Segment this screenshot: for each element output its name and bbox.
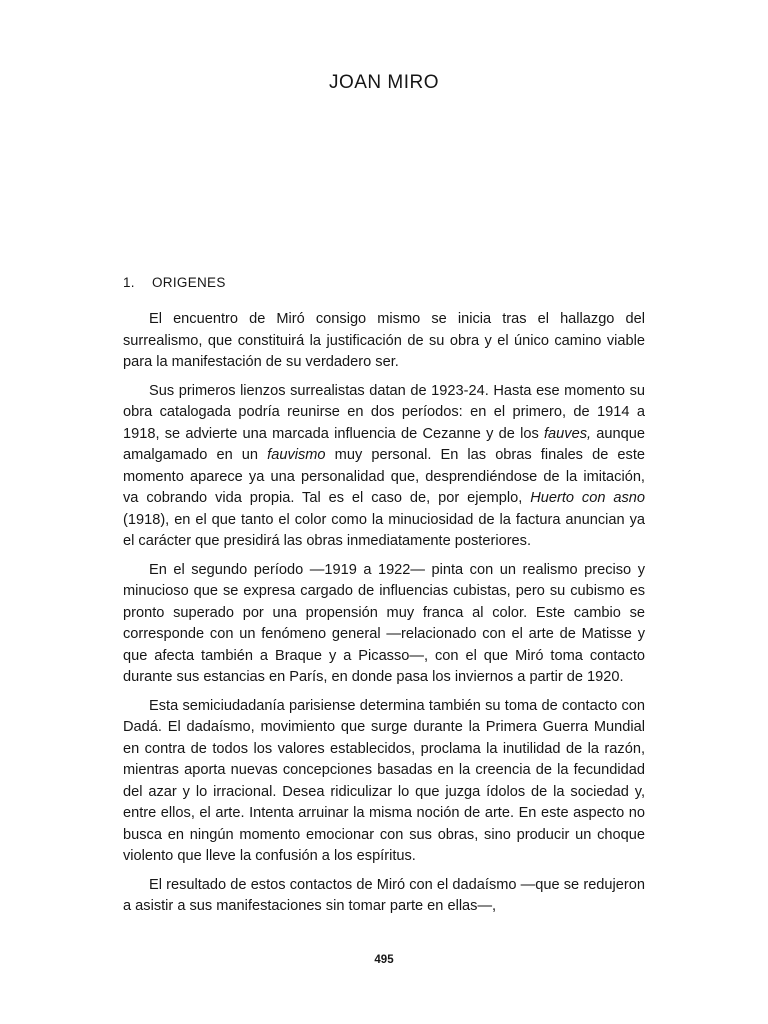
text-run: (1918), en el que tanto el color como la minuciosidad de la factura anuncian ya el carácter que presidirá las obras inmediatamente posteriores.: [123, 511, 645, 549]
text-run: muy personal. En las obras finales de este momento aparece ya una personalidad que, desprendiéndose de la imitación, va cobrando vida propia. Tal es el caso de, por ejemplo,: [123, 447, 646, 506]
body-text: [123, 309, 645, 925]
section-title: ORIGENES: [152, 275, 226, 290]
paragraph: [123, 309, 645, 374]
italic-text: fauves,: [544, 425, 592, 442]
italic-text: Huerto con asno: [530, 490, 645, 506]
paragraph: [123, 560, 645, 689]
paragraph: [123, 696, 645, 868]
section-number: 1.: [123, 275, 135, 290]
paragraph: [123, 875, 645, 918]
text-run: En el segundo período —1919 a 1922— pinta con un realismo preciso y minucioso que se expresa cargado de influencias cubistas, pero su cubismo es pronto superado por una propensión muy franca al color. Este cambio se corresponde con un fenómeno general —relacionado con el arte de Matisse y que afecta también a Braque y a Picasso—, con el que Miró toma contacto durante sus estancias en París, en donde pasa los inviernos a partir de 1920.: [123, 561, 645, 685]
text-run: El resultado de estos contactos de Miró con el dadaísmo —que se redujeron a asistir a sus manifestaciones sin tomar parte en ellas—,: [123, 876, 645, 914]
section-heading: [123, 275, 226, 290]
text-run: Sus primeros lienzos surrealistas datan de 1923-24. Hasta ese momento su obra catalogada podría reunirse en dos períodos: en el primero, de 1914 a 1918, se advierte una marcada influencia de Cezanne y de los: [123, 382, 645, 442]
page-number: 495: [374, 954, 394, 966]
page-title: JOAN MIRO: [328, 72, 440, 93]
text-run: El encuentro de Miró consigo mismo se inicia tras el hallazgo del surrealismo, que constituirá la justificación de su obra y el único camino viable para la manifestación de su verdadero ser.: [123, 311, 645, 370]
text-run: aunque amalgamado en un: [123, 425, 645, 463]
text-run: Esta semiciudadanía parisiense determina también su toma de contacto con Dadá. El dadaísmo, movimiento que surge durante la Primera Guerra Mundial en contra de todos los valores establecidos, proclama la inutilidad de la razón, mientras aporta nuevas concepciones basadas en la creencia de la fecundidad del azar y lo irracional. Desea ridiculizar lo que juzga ídolos de la sociedad y, entre ellos, el arte. Intenta arruinar la misma noción de arte. En este aspecto no busca en ningún momento emocionar con sus obras, sino producir un choque violento que lleve la confusión a los espíritus.: [123, 697, 645, 864]
italic-text: fauvismo: [267, 447, 326, 463]
paragraph: [123, 381, 645, 553]
